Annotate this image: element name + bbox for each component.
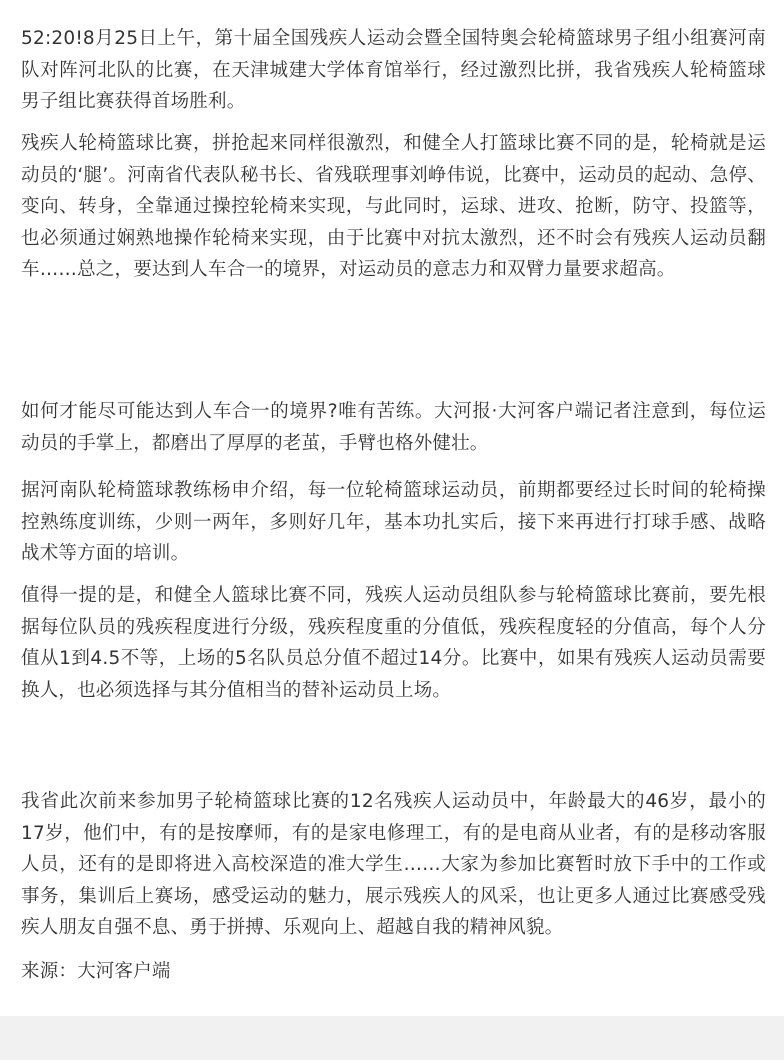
article-paragraph: 残疾人轮椅篮球比赛，拼抢起来同样很激烈，和健全人打篮球比赛不同的是，轮椅就是运动员的‘腿’。河南省代表队秘书长、省残联理事刘峥伟说，比赛中，运动员的起动、急停、变向、转身，全靠通过操控轮椅来实现，与此同时，运球、进攻、抢断，防守、投篮等，也必须通过娴熟地操作轮椅来实现，由于比赛中对抗太激烈，还不时会有残疾人运动员翻车……总之，要达到人车合一的境界，对运动员的意志力和双臂力量要求超高。 [21, 133, 766, 280]
footer-band [0, 1016, 784, 1060]
article-source: 来源：大河客户端 [21, 961, 171, 982]
article-paragraph: 52:20!8月25日上午，第十届全国残疾人运动会暨全国特奥会轮椅篮球男子组小组赛河南队对阵河北队的比赛，在天津城建大学体育馆举行，经过激烈比拼，我省残疾人轮椅篮球男子组比赛获得首场胜利。 [21, 28, 766, 112]
article-paragraph: 值得一提的是，和健全人篮球比赛不同，残疾人运动员组队参与轮椅篮球比赛前，要先根据每位队员的残疾程度进行分级，残疾程度重的分值低，残疾程度轻的分值高，每个人分值从1到4.5不等，上场的5名队员总分值不超过14分。比赛中，如果有残疾人运动员需要换人，也必须选择与其分值相当的替补运动员上场。 [21, 585, 766, 701]
article-paragraph: 据河南队轮椅篮球教练杨申介绍，每一位轮椅篮球运动员，前期都要经过长时间的轮椅操控熟练度训练，少则一两年，多则好几年，基本功扎实后，接下来再进行打球手感、战略战术等方面的培训。 [21, 480, 766, 564]
article-paragraph: 我省此次前来参加男子轮椅篮球比赛的12名残疾人运动员中，年龄最大的46岁，最小的17岁，他们中，有的是按摩师，有的是家电修理工，有的是电商从业者，有的是移动客服人员，还有的是即将进入高校深造的准大学生……大家为参加比赛暂时放下手中的工作或事务，集训后上赛场，感受运动的魅力，展示残疾人的风采，也让更多人通过比赛感受残疾人朋友自强不息、勇于拼搏、乐观向上、超越自我的精神风貌。 [21, 791, 766, 938]
article-paragraph: 如何才能尽可能达到人车合一的境界?唯有苦练。大河报·大河客户端记者注意到，每位运动员的手掌上，都磨出了厚厚的老茧，手臂也格外健壮。 [21, 401, 766, 454]
